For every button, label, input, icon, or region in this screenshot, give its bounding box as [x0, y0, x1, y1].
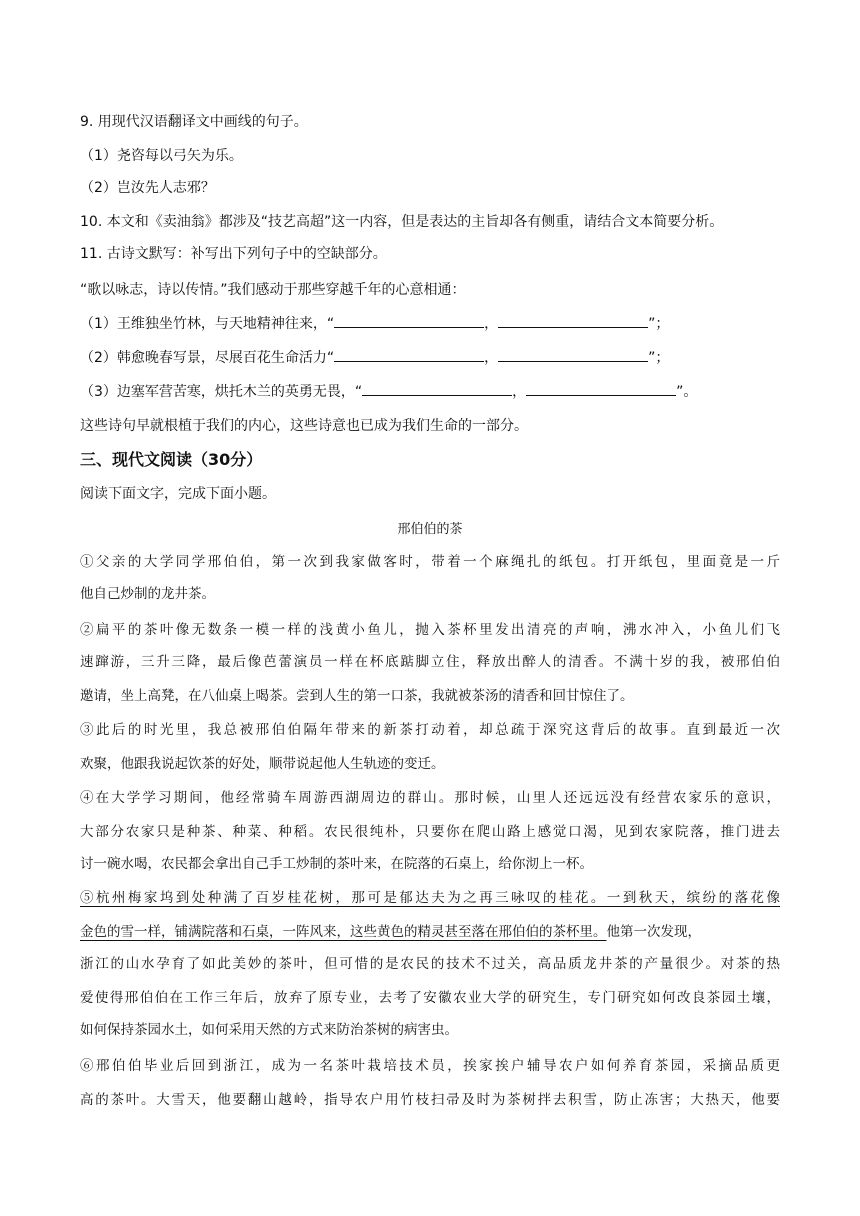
article-title: 邢伯伯的茶 — [397, 522, 463, 537]
text-line: ②扁平的茶叶像无数条一模一样的浅黄小鱼儿，抛入茶杯里发出清亮的声响，沸水冲入，小鱼儿们飞 — [80, 622, 780, 638]
answer-blank[interactable] — [362, 382, 512, 396]
text-line: 他自己炒制的龙井茶。 — [80, 586, 215, 602]
question-11-intro: “歌以咏志，诗以传情。”我们感动于那些穿越千年的心意相通： — [80, 282, 466, 298]
text-line: 讨一碗水喝，农民都会拿出自己手工炒制的茶叶来，在院落的石桌上，给你沏上一杯。 — [80, 856, 593, 872]
text-line: 大部分农家只是种茶、种菜、种稻。农民很纯朴，只要你在爬山路上感觉口渴，见到农家院落，推门进去 — [80, 824, 780, 840]
question-9-2: （2）岂汝先人志邪？ — [80, 180, 215, 196]
question-11: 11. 古诗文默写：补写出下列句子中的空缺部分。 — [80, 246, 387, 262]
text-line: 欢聚，他跟我说起饮茶的好处，顺带说起他人生轨迹的变迁。 — [80, 756, 445, 772]
underlined-sentence: 金色的雪一样，铺满院落和石桌，一阵风来，这些黄色的精灵甚至落在邢伯伯的茶杯里。 — [80, 924, 607, 940]
text-line: 速蹿游，三升三降，最后像芭蕾演员一样在杯底踮脚立住，释放出醉人的清香。不满十岁的我，被邢伯伯 — [80, 654, 780, 670]
text-line: 高的茶叶。大雪天，他要翻山越岭，指导农户用竹枝扫帚及时为茶树拌去积雪，防止冻害；大热天，他要 — [80, 1092, 780, 1108]
question-11-item-1: （1）王维独坐竹林，与天地精神往来，“ ， ”； — [80, 316, 670, 332]
text-line: 金色的雪一样，铺满院落和石桌，一阵风来，这些黄色的精灵甚至落在邢伯伯的茶杯里。他第一次发现， — [80, 924, 701, 940]
answer-blank[interactable] — [526, 382, 676, 396]
text-line: 爱使得邢伯伯在工作三年后，放弃了原专业，去考了安徽农业大学的研究生，专门研究如何改良茶园土壤， — [80, 990, 780, 1006]
answer-blank[interactable] — [498, 314, 648, 328]
text-line: ④在大学学习期间，他经常骑车周游西湖周边的群山。那时候，山里人还远远没有经营农家乐的意识， — [80, 790, 780, 806]
answer-blank[interactable] — [334, 314, 484, 328]
question-11-item-2: （2）韩愈晚春写景，尽展百花生命活力“ ， ”； — [80, 350, 670, 366]
question-9: 9. 用现代汉语翻译文中画线的句子。 — [80, 114, 308, 130]
text-line: 如何保持茶园水土，如何采用天然的方式来防治茶树的病害虫。 — [80, 1022, 458, 1038]
text-line: 浙江的山水孕育了如此美妙的茶叶，但可惜的是农民的技术不过关，高品质龙井茶的产量很少。对茶的热 — [80, 956, 780, 972]
question-9-1: （1）尧咨每以弓矢为乐。 — [80, 148, 243, 164]
question-10: 10. 本文和《卖油翁》都涉及“技艺高超”这一内容，但是表达的主旨却各有侧重，请结合文本简要分析。 — [80, 214, 724, 230]
text-line: ①父亲的大学同学邢伯伯，第一次到我家做客时，带着一个麻绳扎的纸包。打开纸包，里面竟是一斤 — [80, 554, 780, 570]
answer-blank[interactable] — [334, 348, 484, 362]
question-11-outro: 这些诗句早就根植于我们的内心，这些诗意也已成为我们生命的一部分。 — [80, 418, 528, 434]
question-11-item-3: （3）边塞军营苦寒，烘托木兰的英勇无畏，“ ， ”。 — [80, 384, 698, 400]
reading-instruction: 阅读下面文字，完成下面小题。 — [80, 486, 276, 502]
text-line: 邀请，坐上高凳，在八仙桌上喝茶。尝到人生的第一口茶，我就被茶汤的清香和回甘惊住了。 — [80, 688, 634, 704]
underlined-sentence: ⑤杭州梅家坞到处种满了百岁桂花树，那可是郁达夫为之再三咏叹的桂花。一到秋天，缤纷的落花像 — [80, 890, 780, 906]
text-line: ⑥邢伯伯毕业后回到浙江，成为一名茶叶栽培技术员，挨家挨户辅导农户如何养育茶园，采摘品质更 — [80, 1058, 780, 1074]
section-heading: 三、现代文阅读（30分） — [80, 450, 263, 469]
text-line: ③此后的时光里，我总被邢伯伯隔年带来的新茶打动着，却总疏于深究这背后的故事。直到最近一次 — [80, 722, 780, 738]
answer-blank[interactable] — [498, 348, 648, 362]
